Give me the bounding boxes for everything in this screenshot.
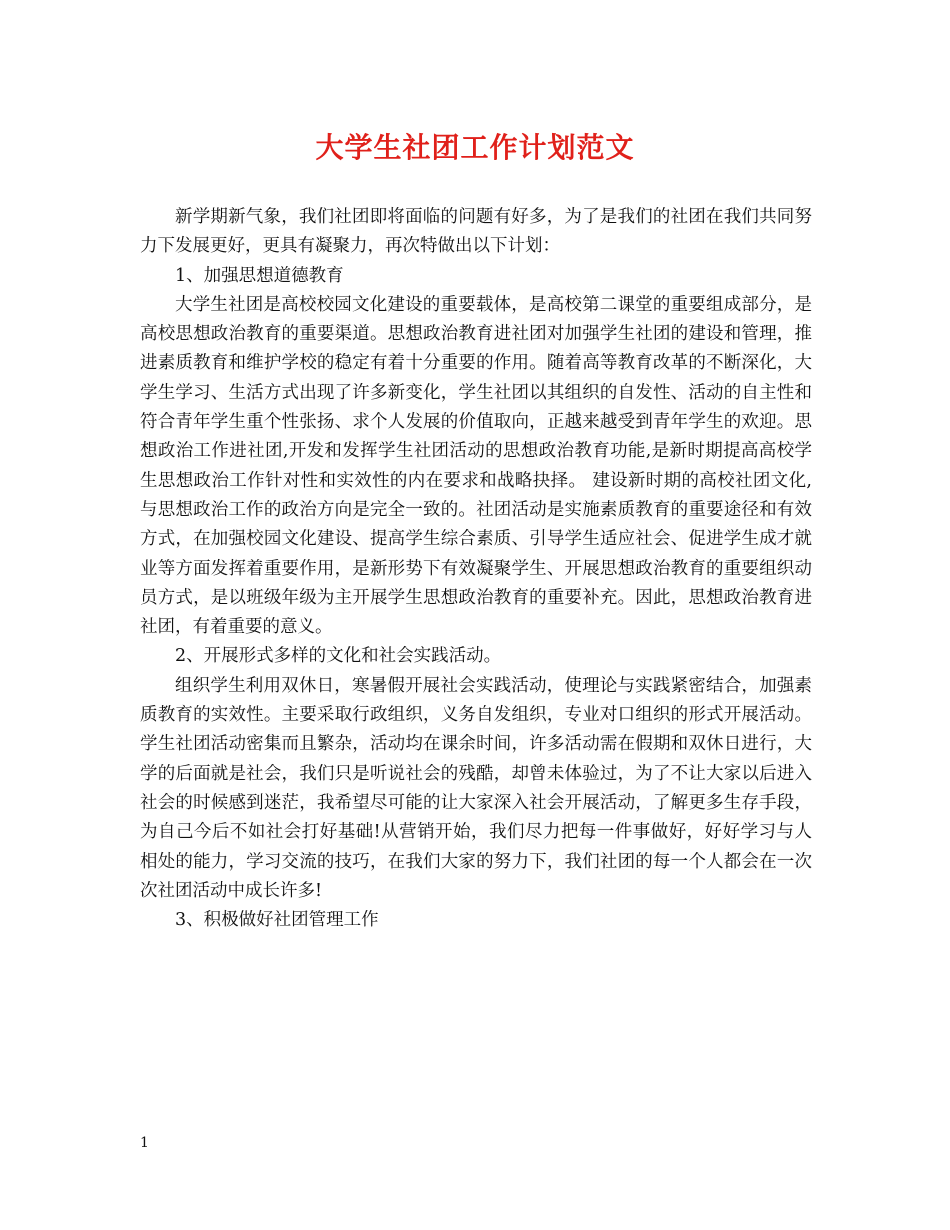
section-heading-3: 3、积极做好社团管理工作 bbox=[175, 910, 379, 931]
section-heading-2: 2、开展形式多样的文化和社会实践活动。 bbox=[175, 646, 502, 667]
document-title: 大学生社团工作计划范文 bbox=[315, 131, 635, 164]
section-2-paragraph: 组织学生利用双休日，寒暑假开展社会实践活动，使理论与实践紧密结合，加强素质教育的实效性。主要采取行政组织，义务自发组织，专业对口组织的形式开展活动。学生社团活动密集而且繁杂，活动均在课余时间，许多活动需在假期和双休日进行，大学的后面就是社会，我们只是听说社会的残酷，却曾未体验过，为了不让大家以后进入社会的时候感到迷茫，我希望尽可能的让大家深入社会开展活动，了解更多生存手段，为自己今后不如社会打好基础!从营销开始，我们尽力把每一件事做好，好好学习与人相处的能力，学习交流的技巧，在我们大家的努力下，我们社团的每一个人都会在一次次社团活动中成长许多! bbox=[140, 675, 812, 901]
section-heading-1: 1、加强思想道德教育 bbox=[175, 265, 344, 286]
section-1-paragraph: 大学生社团是高校校园文化建设的重要载体，是高校第二课堂的重要组成部分，是高校思想政治教育的重要渠道。思想政治教育进社团对加强学生社团的建设和管理，推进素质教育和维护学校的稳定有着十分重要的作用。随着高等教育改革的不断深化，大学生学习、生活方式出现了许多新变化，学生社团以其组织的自发性、活动的自主性和符合青年学生重个性张扬、求个人发展的价值取向，正越来越受到青年学生的欢迎。思想政治工作进社团,开发和发挥学生社团活动的思想政治教育功能,是新时期提高高校学生思想政治工作针对性和实效性的内在要求和战略抉择。 建设新时期的高校社团文化,与思想政治工作的政治方向是完全一致的。社团活动是实施素质教育的重要途径和有效方式，在加强校园文化建设、提高学生综合素质、引导学生适应社会、促进学生成才就业等方面发挥着重要作用，是新形势下有效凝聚学生、开展思想政治教育的重要组织动员方式，是以班级年级为主开展学生思想政治教育的重要补充。因此，思想政治教育进社团，有着重要的意义。 bbox=[140, 294, 812, 638]
page-number: 1 bbox=[140, 1135, 149, 1151]
intro-paragraph: 新学期新气象，我们社团即将面临的问题有好多，为了是我们的社团在我们共同努力下发展更好，更具有凝聚力，再次特做出以下计划： bbox=[140, 207, 812, 257]
document-body bbox=[140, 203, 812, 935]
